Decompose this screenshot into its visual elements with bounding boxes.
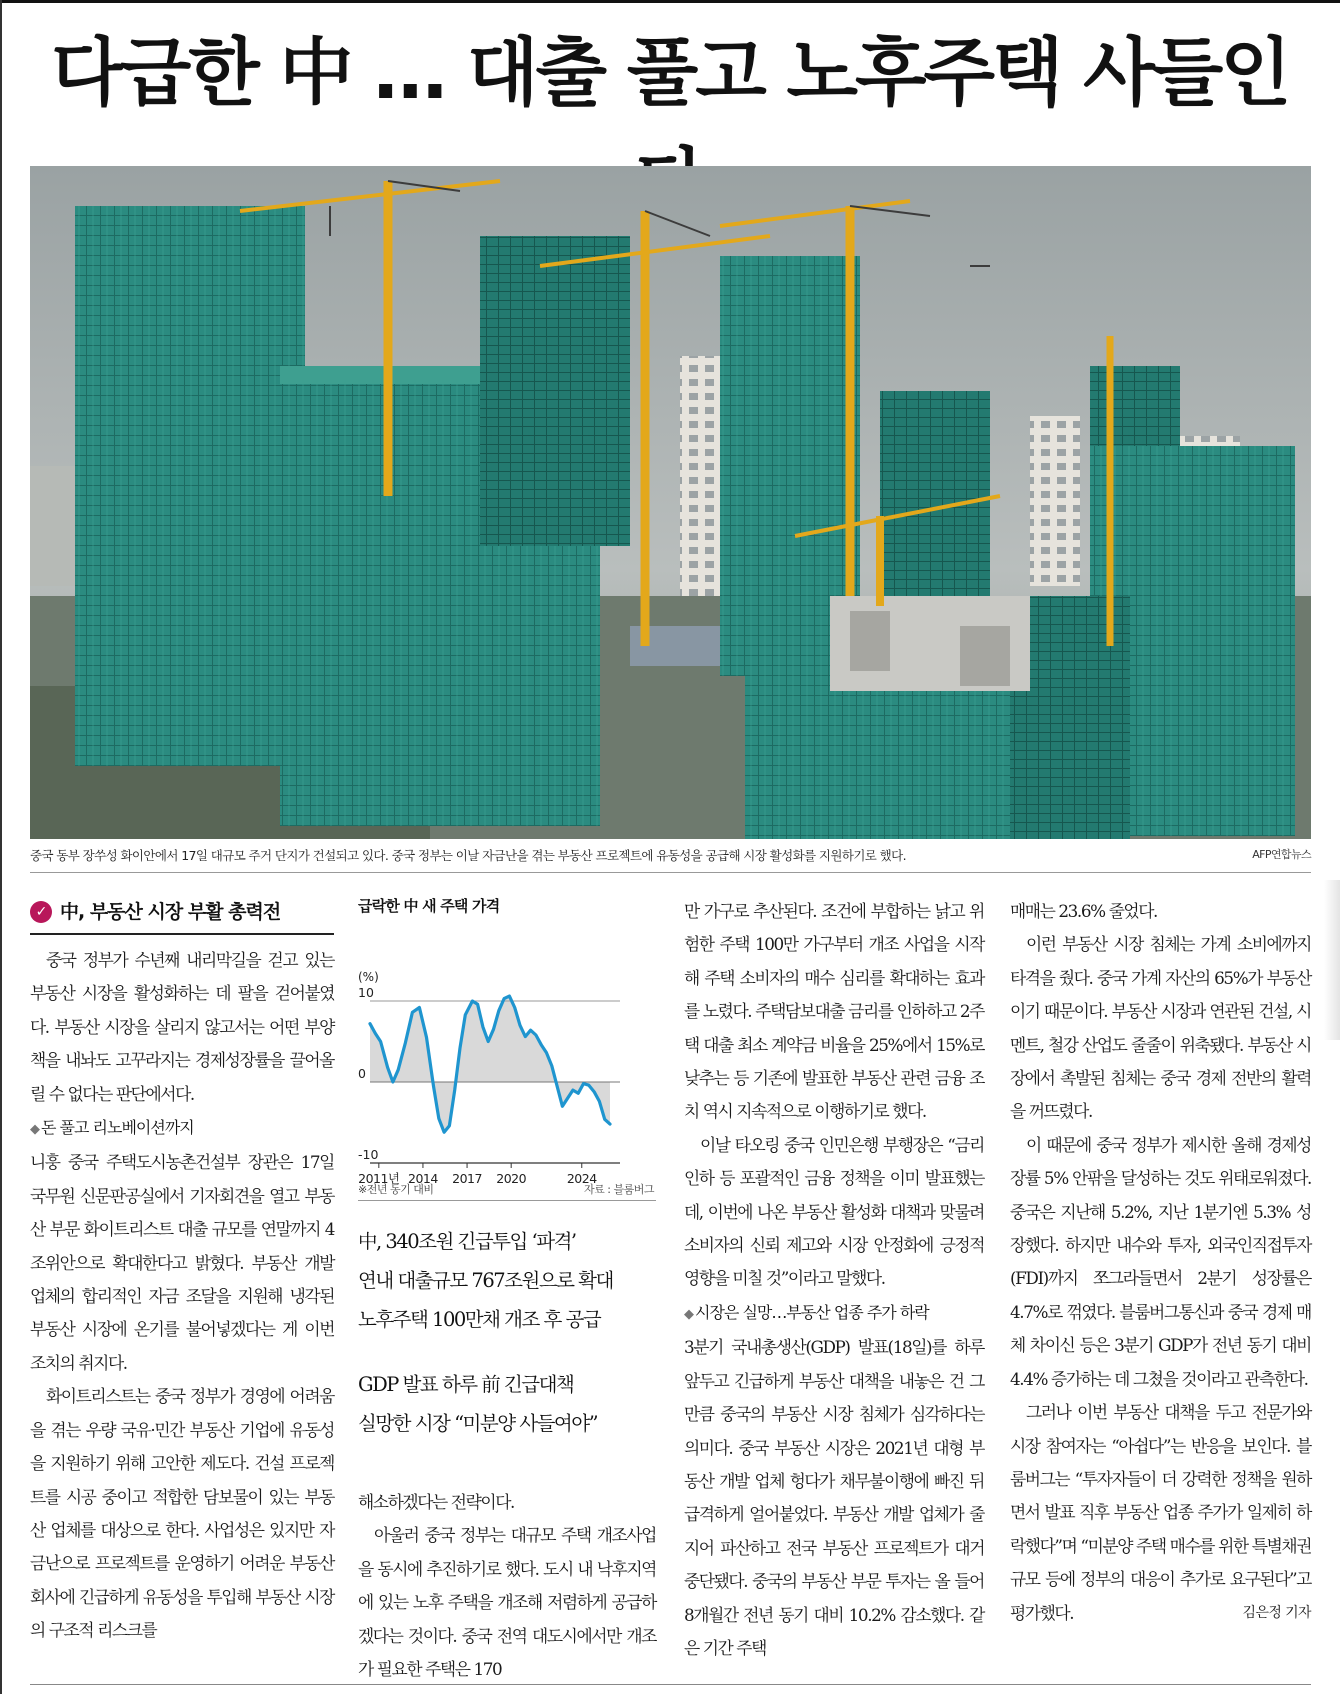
section-kicker: [30, 895, 334, 929]
x-tick-label: 2011년: [358, 1171, 400, 1186]
kicker-rule: [30, 933, 334, 935]
paragraph: 화이트리스트는 중국 정부가 경영에 어려움을 겪는 우량 국유·민간 부동산 기업에 유동성을 지원하기 위해 고안한 제도다. 건설 프로젝트를 시공 중이고 적합한 담보물이 있는 부동산 업체를 대상으로 한다. 사업성은 있지만 자금난으로 프로젝트를 운영하기 어려운 부동산 회사에 긴급하게 유동성을 투입해 부동산 시장의 구조적 리스크를: [30, 1386, 334, 1641]
price-chart: [358, 895, 656, 1197]
paragraph: 아울러 중국 정부는 대규모 주택 개조사업을 동시에 추진하기로 했다. 도시 내 낙후지역에 있는 노후 주택을 개조해 저렴하게 공급하겠다는 것이다. 중국 전역 대도시에서만 개조가 필요한 주택은 170: [358, 1525, 656, 1680]
paragraph: 해소하겠다는 전략이다.: [358, 1492, 514, 1512]
photo-caption-bar: [30, 846, 1311, 870]
deck-line: 노후주택 100만채 개조 후 공급: [358, 1308, 601, 1331]
x-tick-label: 2017: [452, 1171, 482, 1186]
x-tick-label: 2020: [496, 1171, 527, 1186]
deck-group-2: [358, 1365, 656, 1443]
subheading: ◆ 돈 풀고 리노베이션까지: [30, 1118, 194, 1138]
y-tick-label: 10: [358, 985, 374, 1000]
chart-note: ※전년 동기 대비: [358, 1183, 434, 1196]
paragraph: 3분기 국내총생산(GDP) 발표(18일)를 하루 앞두고 긴급하게 부동산 대책을 내놓은 건 그만큼 중국의 부동산 시장 침체가 심각하다는 의미다. 중국 부동산 시장은 2021년 대형 부동산 개발 업체 헝다가 채무불이행에 빠진 뒤 급격하게 얼어붙었다. 부동산 개발 업체가 줄지어 파산하고 전국 부동산 프로젝트가 대거 중단됐다. 중국의 부동산 부문 투자는 올 들어 8개월간 전년 동기 대비 10.2% 감소했다. 같은 기간 주택: [684, 1337, 984, 1658]
deck-line: 실망한 시장 “미분양 사들여야”: [358, 1412, 598, 1435]
bottom-rule: [30, 1684, 1311, 1685]
diamond-icon: ◆: [30, 1122, 39, 1138]
paragraph: 매매는 23.6% 줄었다.: [1010, 901, 1157, 921]
page-top-rule: [0, 0, 1340, 3]
chart-title: 급락한 中 새 주택 가격: [358, 897, 500, 915]
paragraph: 중국 정부가 수년째 내리막길을 걷고 있는 부동산 시장을 활성화하는 데 팔을 걷어붙였다. 부동산 시장을 살리지 않고서는 어떤 부양책을 내놔도 고꾸라지는 경제성장률을 끌어올릴 수 없다는 판단에서다.: [30, 950, 334, 1104]
deck-line: GDP 발표 하루 前 긴급대책: [358, 1373, 574, 1396]
page-fold-shadow: [1324, 880, 1340, 1040]
y-tick-label: -10: [358, 1147, 379, 1162]
chart-source: 자료 : 블룸버그: [584, 1183, 654, 1196]
deck-group-1: [358, 1222, 656, 1339]
construction-photo: [30, 166, 1311, 839]
paragraph: 이런 부동산 시장 침체는 가계 소비에까지 타격을 줬다. 중국 가계 자산의 65%가 부동산이기 때문이다. 부동산 시장과 연관된 건설, 시멘트, 철강 산업도 줄줄이 위축됐다. 부동산 시장에서 촉발된 침체는 중국 경제 전반의 활력을 꺼뜨렸다.: [1010, 934, 1311, 1122]
x-tick-label: 2024: [566, 1171, 597, 1186]
paragraph: 만 가구로 추산된다. 조건에 부합하는 낡고 위험한 주택 100만 가구부터 개조 사업을 시작해 주택 소비자의 매수 심리를 확대하는 효과를 노렸다. 주택담보대출 금리를 인하하고 2주택 대출 최소 계약금 비율을 25%에서 15%로 낮추는 등 기존에 발표한 부동산 관련 금융 조치 역시 지속적으로 이행하기로 했다.: [684, 901, 984, 1122]
headline: 다급한 中 … 대출 풀고 노후주택 사들인: [51, 30, 1289, 116]
subheading: ◆ 시장은 실망…부동산 업종 주가 하락: [684, 1302, 929, 1322]
caption-rule: [30, 872, 1311, 873]
y-tick-label: 0: [358, 1066, 366, 1081]
chart-area: [370, 996, 610, 1132]
scaffold-tower: [75, 206, 305, 766]
kicker-text: 中, 부동산 시장 부활 총력전: [60, 901, 281, 923]
paragraph: 이 때문에 중국 정부가 제시한 올해 경제성장률 5% 안팎을 달성하는 것도 위태로워졌다. 중국은 지난해 5.2%, 지난 1분기엔 5.3% 성장했다. 하지만 내수와 투자, 외국인직접투자(FDI)까지 쪼그라들면서 2분기 성장률은 4.7%로 꺾였다. 블룸버그통신과 중국 경제 매체 차이신 등은 3분기 GDP가 전년 동기 대비 4.4% 증가하는 데 그쳤을 것이라고 관측한다.: [1010, 1134, 1311, 1389]
page-left-rule: [0, 0, 2, 1694]
deck-line: 연내 대출규모 767조원으로 확대: [358, 1269, 613, 1292]
subhead-decks: [358, 1222, 656, 1469]
article-column-3: [684, 895, 984, 1665]
article-column-1: [30, 944, 334, 1648]
photo-credit: AFP연합뉴스: [1252, 848, 1311, 861]
x-tick-label: 2014: [408, 1171, 438, 1186]
deck-line: 中, 340조원 긴급투입 ‘파격’: [358, 1230, 576, 1253]
chart-svg: [358, 895, 656, 1197]
paragraph: 이날 타오링 중국 인민은행 부행장은 “금리 인하 등 포괄적인 금융 정책을 이미 발표했는데, 이번에 나온 부동산 활성화 대책과 맞물려 소비자의 신뢰 제고와 시장 안정화에 긍정적 영향을 미칠 것”이라고 말했다.: [684, 1134, 984, 1289]
photo-caption: 중국 동부 장쑤성 화이안에서 17일 대규모 주거 단지가 건설되고 있다. 중국 정부는 이날 자금난을 겪는 부동산 프로젝트에 유동성을 공급해 시장 활성화를 지원하기로 했다.: [30, 848, 906, 863]
chart-rule: [358, 1200, 656, 1201]
check-icon: ✓: [30, 901, 52, 923]
paragraph: 니훙 중국 주택도시농촌건설부 장관은 17일 국무원 신문판공실에서 기자회견을 열고 부동산 부문 화이트리스트 대출 규모를 연말까지 4조위안으로 확대한다고 밝혔다. 부동산 개발 업체의 합리적인 자금 조달을 지원해 냉각된 부동산 시장에 온기를 불어넣겠다는 게 이번 조치의 취지다.: [30, 1152, 334, 1373]
paragraph: 그러나 이번 부동산 대책을 두고 전문가와 시장 참여자는 “아쉽다”는 반응을 보인다. 블룸버그는 “투자자들이 더 강력한 정책을 원하면서 발표 직후 부동산 업종 주가가 일제히 하락했다”며 “미분양 주택 매수를 위한 특별채권 규모 등에 정부의 대응이 추가로 요구된다”고 평가했다. 김은정 기자: [1010, 1396, 1311, 1630]
byline: 김은정 기자: [1242, 1604, 1311, 1621]
y-unit-label: (%): [358, 970, 379, 984]
article-column-4: [1010, 895, 1311, 1630]
article-column-2: [358, 1486, 656, 1686]
diamond-icon: ◆: [684, 1306, 693, 1322]
